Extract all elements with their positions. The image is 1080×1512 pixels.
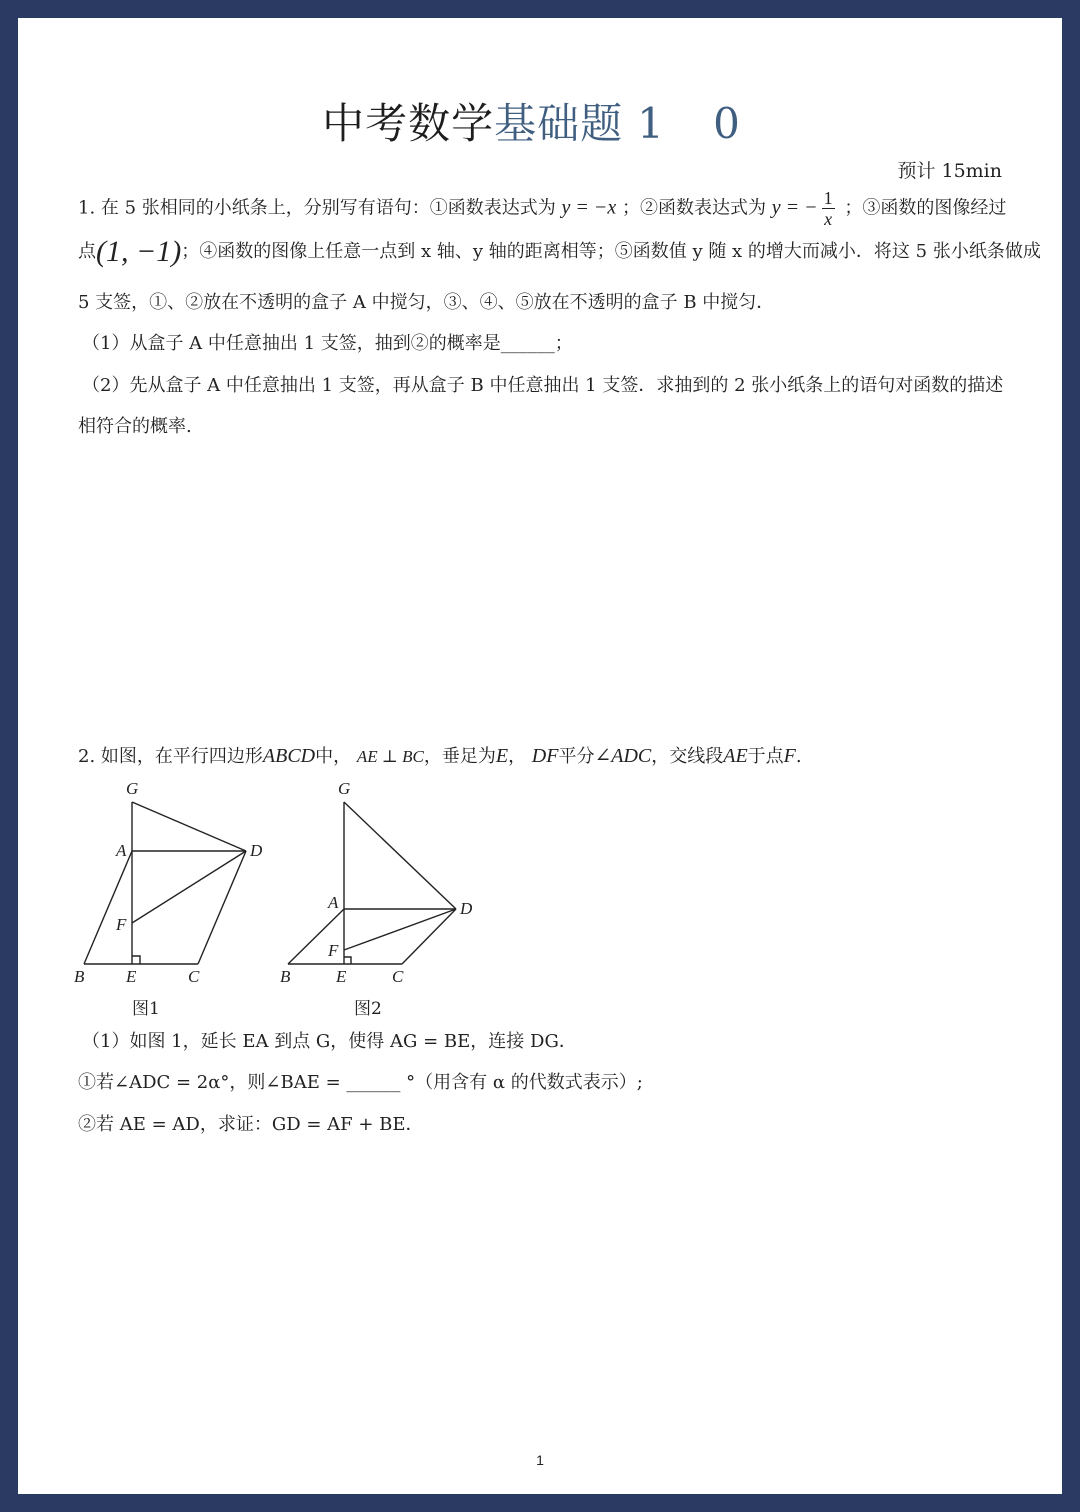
q1-line-2	[78, 235, 1041, 268]
figure-2-drawing	[276, 778, 506, 1008]
line-AB	[84, 851, 132, 964]
document-page	[18, 18, 1062, 1494]
label-B: B	[74, 967, 85, 986]
q2-stem-f: ，交线段	[651, 746, 724, 767]
right-angle-mark	[344, 957, 351, 964]
q2-sub-2: ②若 AE = AD，求证：GD = AF + BE．	[78, 1114, 424, 1135]
label-E: E	[126, 967, 137, 986]
label-D: D	[250, 841, 263, 860]
line-FD	[132, 851, 246, 923]
q2-sub-1: ①若∠ADC = 2α°，则∠BAE = ______ °（用含有 α 的代数式表示）;	[78, 1072, 643, 1093]
q2-f: F	[783, 745, 796, 767]
q1-line-1	[78, 188, 1006, 229]
q1-point: (1, −1)	[96, 235, 182, 268]
q2-stem-a: 2. 如图，在平行四边形	[78, 746, 263, 767]
q2-abcd: ABCD	[262, 745, 316, 767]
q1-part-2: （2）先从盒子 A 中任意抽出 1 支签，再从盒子 B 中任意抽出 1 支签．求抽到的 2 张小纸条上的语句对函数的描述	[82, 375, 1004, 396]
title-part-3: 1 0	[637, 99, 758, 148]
q2-perp: AE ⊥ BC	[356, 747, 424, 766]
page-number: 1	[536, 1452, 544, 1468]
q1-eq-1: y = −x	[561, 196, 617, 219]
q2-ae: AE	[723, 745, 748, 767]
q2-stem-g: 于点	[747, 746, 784, 767]
q2-stem-e: 平分	[558, 746, 595, 767]
q1-fraction-num: 1	[823, 188, 833, 208]
label-E: E	[336, 967, 347, 986]
time-estimate: 预计 15min	[897, 160, 1002, 182]
q1-part-1: （1）从盒子 A 中任意抽出 1 支签，抽到②的概率是______；	[82, 333, 573, 354]
figure-1-drawing	[70, 778, 300, 1008]
label-G: G	[338, 779, 351, 798]
figure-2-caption: 图2	[354, 999, 382, 1019]
q1-part-2-cont: 相符合的概率.	[78, 416, 192, 437]
line-FD	[344, 909, 456, 950]
page-title	[18, 96, 1062, 152]
q2-stem-d: ，	[508, 746, 527, 767]
line-GD	[344, 802, 456, 909]
q1-text-c: ；③函数的图像经过	[844, 197, 1007, 219]
q2-part-1: （1）如图 1，延长 EA 到点 G，使得 AG = BE，连接 DG．	[82, 1031, 577, 1052]
q2-stem-c: ，垂足为	[423, 746, 496, 767]
label-A: A	[328, 893, 339, 912]
q1-fraction	[822, 188, 835, 229]
q1-eq-2-left: y = −	[771, 196, 818, 219]
figure-2	[276, 778, 506, 1008]
q2-stem-h: .	[795, 746, 802, 767]
q2-stem-b: 中，	[315, 746, 352, 767]
title-part-1: 中考数学	[322, 99, 495, 148]
q1-fraction-den: x	[824, 209, 833, 229]
label-B: B	[280, 967, 291, 986]
label-C: C	[188, 967, 200, 986]
line-CD	[198, 851, 246, 964]
q2-e: E	[495, 745, 509, 767]
q2-stem	[78, 744, 802, 769]
label-G: G	[126, 779, 139, 798]
q2-df: DF	[531, 745, 559, 767]
q1-text-b: ；②函数表达式为	[622, 197, 767, 219]
q2-angle: ∠ADC	[594, 745, 652, 767]
q1-text-d: 点	[78, 241, 96, 262]
label-D: D	[460, 899, 473, 918]
label-A: A	[116, 841, 127, 860]
q1-text-a: 1. 在 5 张相同的小纸条上，分别写有语句：①函数表达式为	[78, 197, 556, 219]
line-CD	[402, 909, 456, 964]
figure-1	[70, 778, 300, 1008]
label-F: F	[328, 941, 339, 960]
label-F: F	[116, 915, 127, 934]
q1-line-3: 5 支签，①、②放在不透明的盒子 A 中搅匀，③、④、⑤放在不透明的盒子 B 中搅匀．	[78, 292, 775, 313]
label-C: C	[392, 967, 404, 986]
figure-1-caption: 图1	[132, 999, 160, 1019]
right-angle-mark	[132, 956, 140, 964]
title-part-2: 基础题	[494, 99, 624, 148]
q1-text-e: ；④函数的图像上任意一点到 x 轴、y 轴的距离相等；⑤函数值 y 随 x 的增大而减小．将这 5 张小纸条做成	[181, 241, 1041, 262]
line-GD	[132, 802, 246, 851]
